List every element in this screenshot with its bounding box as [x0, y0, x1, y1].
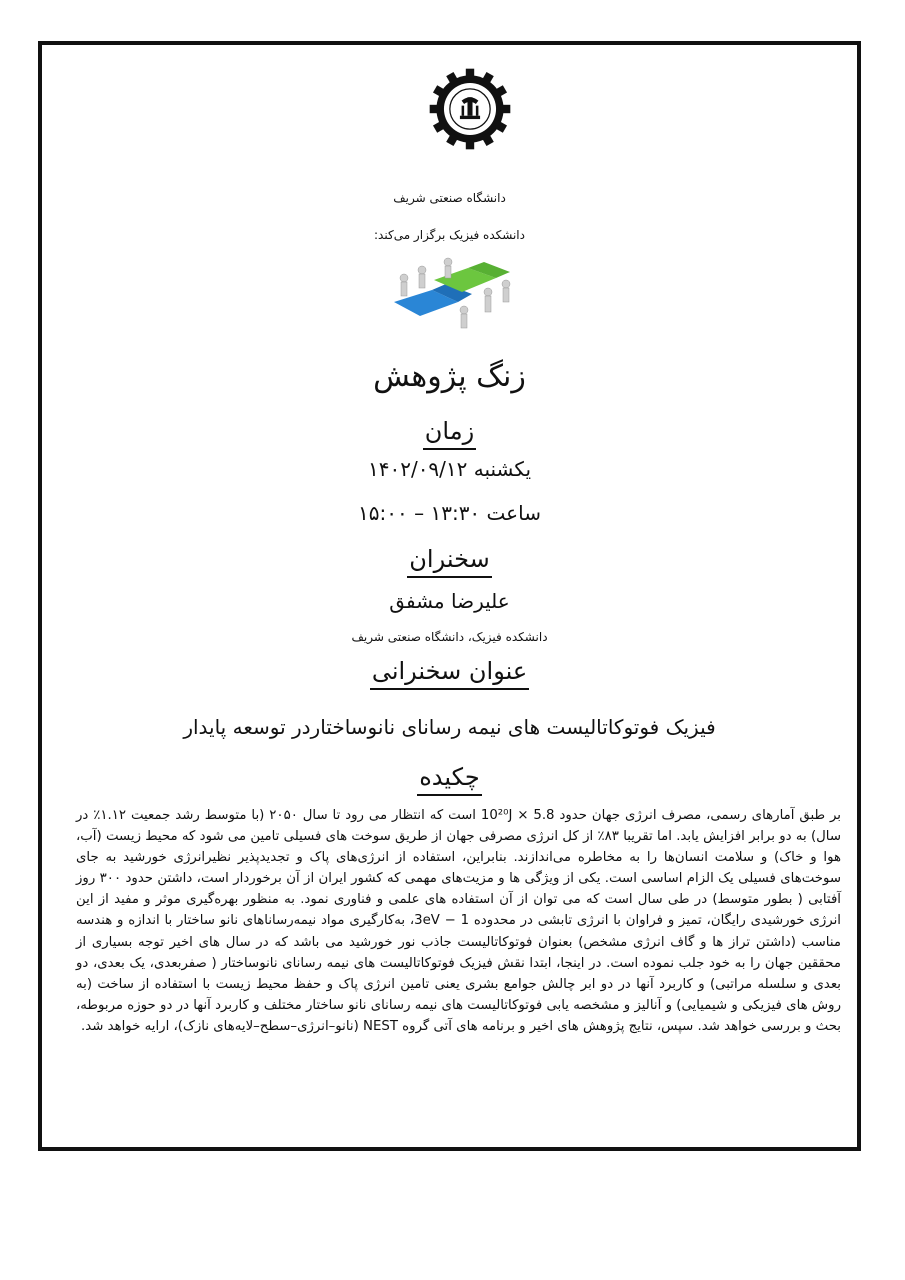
sharif-university-logo — [428, 67, 512, 151]
event-title: زنگ پژوهش — [373, 359, 526, 394]
date-line: یکشنبه ۱۴۰۲/۰۹/۱۲ — [367, 457, 532, 481]
poster-frame — [38, 41, 861, 1151]
time-heading: زمان — [42, 417, 857, 445]
university-name: دانشگاه صنعتی شریف — [393, 191, 506, 205]
speakers-heading: سخنران — [42, 545, 857, 573]
time-line: ساعت ۱۳:۳۰ – ۱۵:۰۰ — [358, 501, 541, 525]
talk-title-heading: عنوان سخنرانی — [42, 657, 857, 685]
faculty-presents: دانشکده فیزیک برگزار می‌کند: — [374, 228, 525, 242]
speaker-name: علیرضا مشفق — [389, 589, 510, 613]
puzzle-people-illustration — [388, 254, 518, 330]
speaker-affiliation: دانشکده فیزیک، دانشگاه صنعتی شریف — [351, 630, 548, 644]
talk-title: فیزیک فوتوکاتالیست های نیمه رسانای نانوساختاردر توسعه پایدار — [183, 715, 716, 739]
abstract-text: بر طبق آمارهای رسمی، مصرف انرژی جهان حدود 5.8 × 10²⁰J است که انتظار می رود تا سال ۲۰۵۰ (با متوسط رشد جمعیت ۱.۱۲٪ در سال) به دو برابر افزایش یابد. اما تقریبا ۸۳٪ از کل انرژی مصرفی جهان از طریق سوخت های فسیلی تامین می شود که محیط زیست (آب، هوا و خاک) و سلامت انسان‌ها را به مخاطره می‌اندازند. بنابراین، استفاده از انرژی‌های پاک و تجدیدپذیر نظیرانرژی خورشید به جای سوخت‌های فسیلی یک الزام اساسی است. یکی از ویژگی ها و مزیت‌های مهمی که کشور ایران از آن برخوردار است، داشتن حدود ۳۰۰ روز آفتابی ( بطور متوسط) در طی سال است که می توان از آن استفاده های علمی و فناوری نمود. به منظور بهره‌گیری موثر و مفید از این انرژی خورشیدی رایگان، تمیز و فراوان با انرژی تابشی در محدوده 1 − 3eV، به‌کارگیری مواد نیمه‌رساناهای نانو ساختار با اندازه و هندسه مناسب (داشتن تراز ها و گاف انرژی مشخص) بعنوان فوتوکاتالیست جاذب نور خورشید می باشد که در سال های اخیر توجه بسیاری از محققین جهان را به خود جلب نموده است. در اینجا، ابتدا نقش فیزیک فوتوکاتالیست های نیمه رسانای نانوساختار ( صفربعدی، یک بعدی، دو بعدی و سلسله مراتبی) و کاربرد آنها در دو ابر چالش جوامع بشری یعنی تامین انرژی پاک و حفظ محیط زیست با استفاده از ساخت (به روش های فیزیکی و شیمیایی) و آنالیز و مشخصه یابی فوتوکاتالیست های نیمه رسانای نانو ساختار مختلف و کاربرد آنها در دو حوزه مربوطه، بحث و بررسی خواهد شد. سپس، نتایج پژوهش های اخیر و برنامه های آتی گروه NEST (نانو–انرژی–سطح–لایه‌های نازک)، ارایه خواهد شد. — [76, 808, 841, 1034]
abstract-heading: چکیده — [42, 763, 857, 791]
